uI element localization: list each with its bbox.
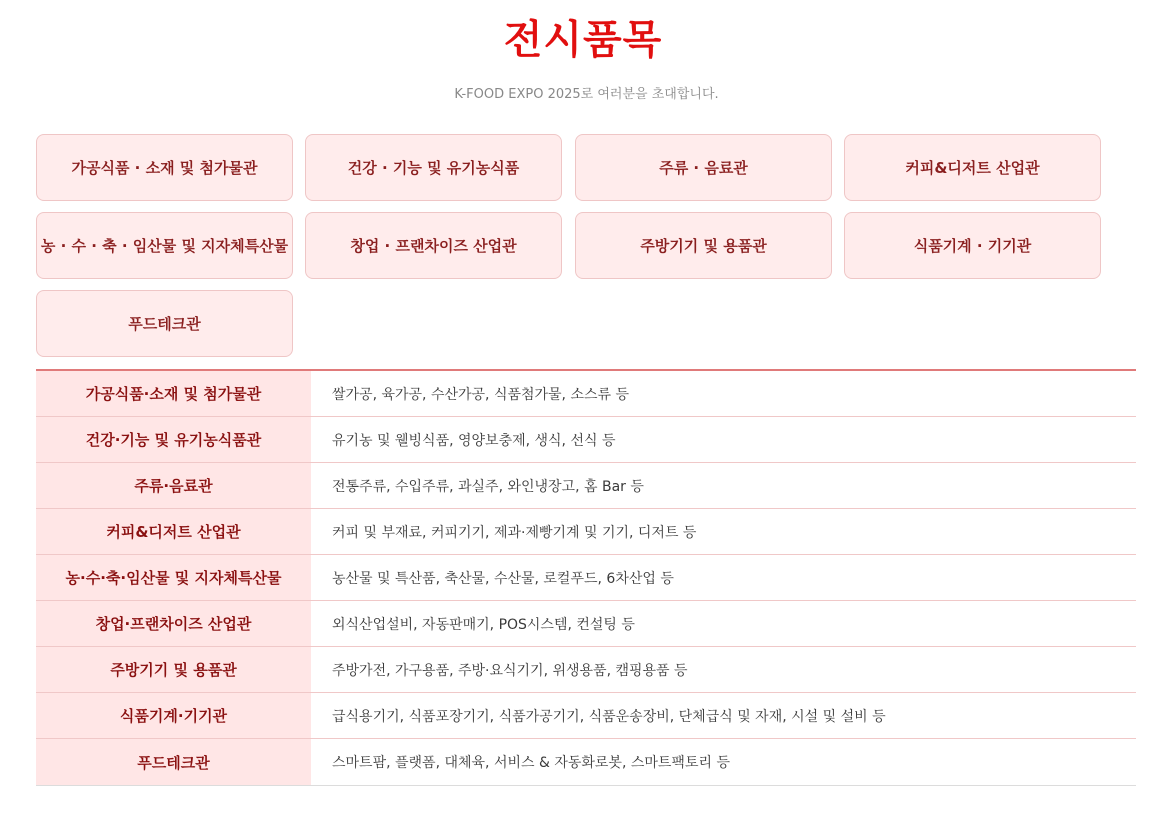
table-row	[36, 693, 1136, 739]
table-row-header: 건강·기능 및 유기농식품관	[36, 417, 311, 462]
table-row-header: 주방기기 및 용품관	[36, 647, 311, 692]
category-button-coffee-dessert[interactable]: 커피&디저트 산업관	[844, 134, 1101, 201]
table-row-description: 급식용기기, 식품포장기기, 식품가공기기, 식품운송장비, 단체급식 및 자재, 시설 및 설비 등	[332, 708, 886, 725]
category-button-foodtech[interactable]: 푸드테크관	[36, 290, 293, 357]
table-row	[36, 371, 1136, 417]
table-row-description: 유기농 및 웰빙식품, 영양보충제, 생식, 선식 등	[332, 432, 616, 449]
table-row-description: 농산물 및 특산품, 축산물, 수산물, 로컬푸드, 6차산업 등	[332, 570, 674, 587]
table-row	[36, 555, 1136, 601]
table-row-header: 커피&디저트 산업관	[36, 509, 311, 554]
table-row-description: 주방가전, 가구용품, 주방·요식기기, 위생용품, 캠핑용품 등	[332, 662, 688, 679]
table-row	[36, 647, 1136, 693]
category-button-beverage[interactable]: 주류 · 음료관	[575, 134, 832, 201]
table-row	[36, 463, 1136, 509]
table-row	[36, 509, 1136, 555]
table-row-description: 커피 및 부재료, 커피기기, 제과·제빵기계 및 기기, 디저트 등	[332, 524, 697, 541]
table-row	[36, 601, 1136, 647]
page-title: 전시품목	[503, 17, 663, 63]
table-row-header: 창업·프랜차이즈 산업관	[36, 601, 311, 646]
category-button-processed-food[interactable]: 가공식품 · 소재 및 첨가물관	[36, 134, 293, 201]
table-row	[36, 739, 1136, 786]
category-button-kitchen[interactable]: 주방기기 및 용품관	[575, 212, 832, 279]
category-button-health-food[interactable]: 건강 · 기능 및 유기농식품	[305, 134, 562, 201]
table-row-description: 외식산업설비, 자동판매기, POS시스템, 컨설팅 등	[332, 616, 635, 633]
table-row-header: 푸드테크관	[36, 739, 311, 785]
table-row-header: 주류·음료관	[36, 463, 311, 508]
category-button-franchise[interactable]: 창업 · 프랜차이즈 산업관	[305, 212, 562, 279]
table-row-description: 스마트팜, 플랫폼, 대체육, 서비스 & 자동화로봇, 스마트팩토리 등	[332, 755, 730, 771]
category-button-agri-products[interactable]: 농 · 수 · 축 · 임산물 및 지자체특산물	[36, 212, 293, 279]
table-row-header: 농·수·축·임산물 및 지자체특산물	[36, 555, 311, 600]
table-row-description: 쌀가공, 육가공, 수산가공, 식품첨가물, 소스류 등	[332, 386, 630, 403]
exhibit-table	[36, 369, 1136, 786]
table-row-header: 가공식품·소재 및 첨가물관	[36, 371, 311, 416]
category-button-food-machinery[interactable]: 식품기계 · 기기관	[844, 212, 1101, 279]
table-row-description: 전통주류, 수입주류, 과실주, 와인냉장고, 홈 Bar 등	[332, 478, 644, 495]
table-row	[36, 417, 1136, 463]
table-row-header: 식품기계·기기관	[36, 693, 311, 738]
page-subtitle: K-FOOD EXPO 2025로 여러분을 초대합니다.	[454, 87, 719, 102]
